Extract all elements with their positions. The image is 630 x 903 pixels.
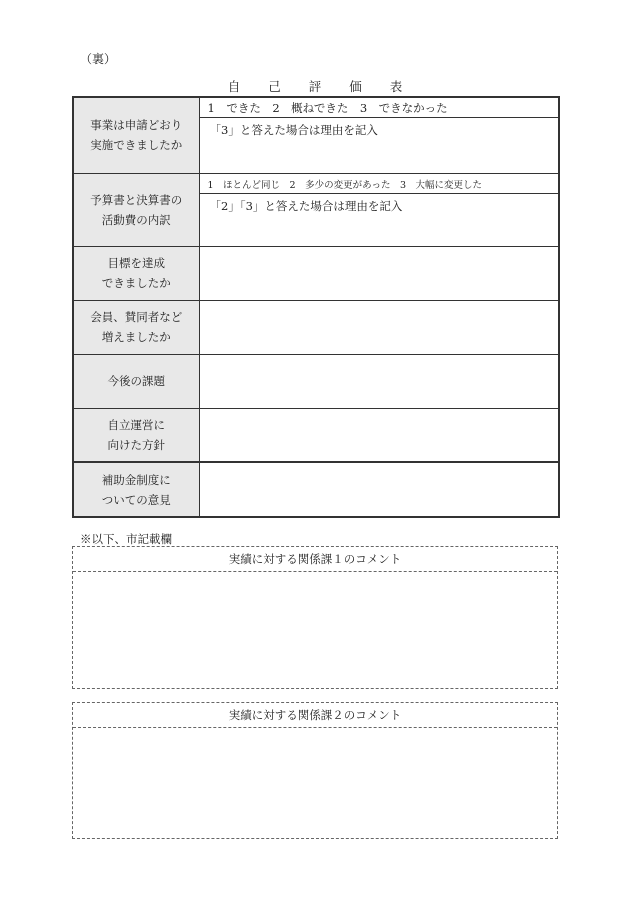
comment-1-header: 実績に対する関係課１のコメント [73, 547, 557, 572]
table-row-subsidy-opinion [73, 462, 559, 517]
comment-1-field[interactable] [73, 572, 557, 689]
comment-2-field[interactable] [73, 728, 557, 839]
future-issues-answer-field[interactable] [199, 354, 559, 408]
row-label-text: 会員、賛同者など 増えましたか [90, 310, 183, 344]
self-evaluation-table [72, 96, 560, 518]
implementation-answer-cell[interactable] [199, 97, 559, 173]
row-label-independence [73, 408, 199, 462]
page-side-mark: （裏） [80, 52, 117, 66]
row-label-text: 目標を達成 できましたか [101, 256, 171, 290]
row-label-members [73, 300, 199, 354]
row-label-text: 予算書と決算書の 活動費の内訳 [90, 192, 183, 227]
implementation-options[interactable]: 1 できた 2 概ねできた 3 できなかった [200, 98, 559, 118]
form-title: 自 己 評 価 表 [227, 79, 415, 94]
row-label-text: 補助金制度に ついての意見 [101, 472, 171, 507]
table-row-budget [73, 173, 559, 246]
row-label-implementation [73, 97, 199, 173]
row-label-budget [73, 173, 199, 246]
budget-reason-instruction: 「2」「3」と答えた場合は理由を記入 [209, 198, 403, 213]
comment-box-2 [72, 702, 558, 839]
row-label-text: 事業は申請どおり 実施できましたか [90, 118, 183, 153]
row-label-future-issues [73, 354, 199, 408]
row-label-text: 今後の課題 [107, 374, 165, 388]
table-row-implementation [73, 97, 559, 173]
subsidy-opinion-answer-field[interactable] [199, 462, 559, 517]
members-answer-field[interactable] [199, 300, 559, 354]
budget-options[interactable]: 1 ほとんど同じ 2 多少の変更があった 3 大幅に変更した [200, 174, 559, 194]
row-label-goal [73, 246, 199, 300]
goal-answer-field[interactable] [199, 246, 559, 300]
comment-box-1 [72, 546, 558, 689]
comment-2-header: 実績に対する関係課２のコメント [73, 703, 557, 728]
city-use-note: ※以下、市記載欄 [80, 532, 172, 546]
row-label-subsidy-opinion [73, 462, 199, 517]
implementation-reason-instruction: 「3」と答えた場合は理由を記入 [209, 123, 378, 137]
budget-answer-cell[interactable] [199, 173, 559, 246]
table-row-future-issues [73, 354, 559, 408]
table-row-members [73, 300, 559, 354]
table-row-independence [73, 408, 559, 462]
table-row-goal [73, 246, 559, 300]
independence-answer-field[interactable] [199, 408, 559, 462]
row-label-text: 自立運営に 向けた方針 [107, 417, 165, 452]
